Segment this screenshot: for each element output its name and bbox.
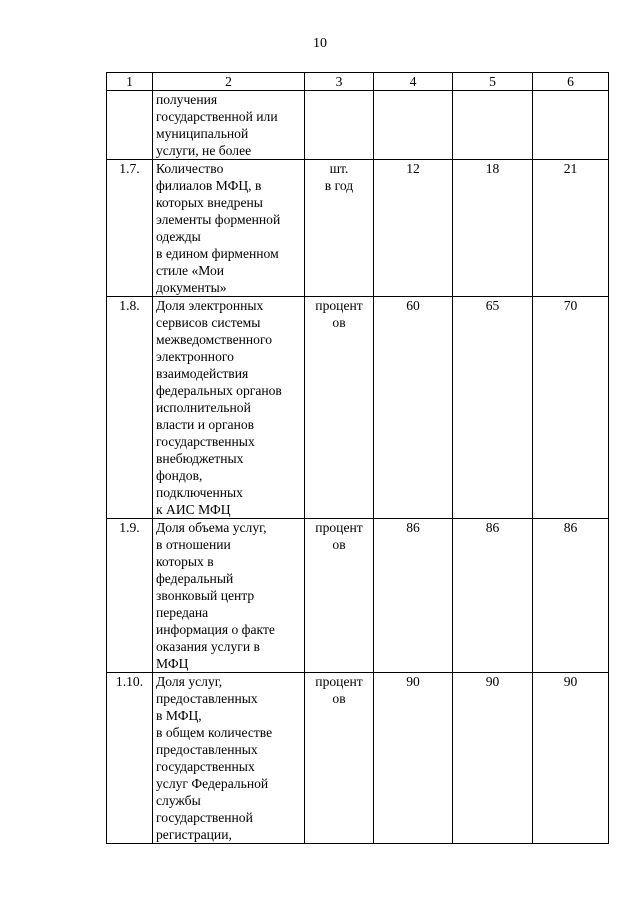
unit-line: ов xyxy=(332,691,346,706)
value-col-5: 18 xyxy=(453,160,533,297)
indicator-name-line: подключенных xyxy=(156,485,243,500)
indicator-name xyxy=(153,160,305,297)
indicator-name xyxy=(153,91,305,160)
indicator-name-line: Доля услуг, xyxy=(156,674,223,689)
row-number: 1.9. xyxy=(107,519,153,673)
indicator-name-line: государственной xyxy=(156,810,253,825)
unit-line: шт. xyxy=(329,161,349,176)
value-col-5: 90 xyxy=(453,673,533,844)
value-col-5: 65 xyxy=(453,297,533,519)
column-header-3: 3 xyxy=(305,73,374,91)
indicator-name-line: в едином фирменном xyxy=(156,246,279,261)
indicator-name-line: одежды xyxy=(156,229,201,244)
indicator-name xyxy=(153,519,305,673)
indicator-name-line: элементы форменной xyxy=(156,212,281,227)
unit-of-measure xyxy=(305,91,374,160)
table-row xyxy=(107,297,609,519)
indicator-name-line: услуг Федеральной xyxy=(156,776,269,791)
indicators-table xyxy=(106,72,609,844)
unit-of-measure xyxy=(305,519,374,673)
indicator-name-line: в отношении xyxy=(156,537,231,552)
value-col-4 xyxy=(374,91,453,160)
indicator-name-line: исполнительной xyxy=(156,400,251,415)
indicator-name-line: фондов, xyxy=(156,468,203,483)
indicator-name-line: муниципальной xyxy=(156,126,249,141)
column-header-1: 1 xyxy=(107,73,153,91)
indicator-name-line: внебюджетных xyxy=(156,451,244,466)
column-header-4: 4 xyxy=(374,73,453,91)
indicator-name-line: предоставленных xyxy=(156,742,258,757)
indicator-name-line: МФЦ xyxy=(156,656,189,671)
table-body xyxy=(107,91,609,844)
indicator-name-line: к АИС МФЦ xyxy=(156,502,231,517)
indicator-name-line: оказания услуги в xyxy=(156,639,260,654)
indicator-name-line: информация о факте xyxy=(156,622,275,637)
value-col-6: 86 xyxy=(533,519,609,673)
row-number xyxy=(107,91,153,160)
table-row xyxy=(107,91,609,160)
indicator-name-line: Доля объема услуг, xyxy=(156,520,267,535)
indicator-name-line: которых внедрены xyxy=(156,195,263,210)
value-col-6 xyxy=(533,91,609,160)
table-row xyxy=(107,673,609,844)
indicator-name-line: федеральных органов xyxy=(156,383,282,398)
indicator-name-line: сервисов системы xyxy=(156,315,261,330)
value-col-4: 12 xyxy=(374,160,453,297)
unit-line: процент xyxy=(315,674,363,689)
indicator-name-line: в МФЦ, xyxy=(156,708,202,723)
indicator-name-line: межведомственного xyxy=(156,332,273,347)
unit-line: ов xyxy=(332,537,346,552)
value-col-6: 21 xyxy=(533,160,609,297)
unit-of-measure xyxy=(305,297,374,519)
indicator-name-line: службы xyxy=(156,793,201,808)
indicator-name-line: государственной или xyxy=(156,109,278,124)
column-header-5: 5 xyxy=(453,73,533,91)
indicator-name-line: филиалов МФЦ, в xyxy=(156,178,262,193)
indicator-name-line: федеральный xyxy=(156,571,234,586)
header-row xyxy=(107,73,609,91)
value-col-6: 70 xyxy=(533,297,609,519)
indicator-name-line: государственных xyxy=(156,759,255,774)
value-col-4: 90 xyxy=(374,673,453,844)
column-header-6: 6 xyxy=(533,73,609,91)
table-row xyxy=(107,160,609,297)
indicator-name-line: услуги, не более xyxy=(156,143,252,158)
unit-line: в год xyxy=(324,178,354,193)
indicator-name-line: регистрации, xyxy=(156,827,232,842)
unit-of-measure xyxy=(305,673,374,844)
unit-line: процент xyxy=(315,298,363,313)
row-number: 1.8. xyxy=(107,297,153,519)
indicator-name-line: стиле «Мои xyxy=(156,263,225,278)
indicator-name-line: которых в xyxy=(156,554,214,569)
value-col-4: 60 xyxy=(374,297,453,519)
row-number: 1.10. xyxy=(107,673,153,844)
page-number: 10 xyxy=(313,36,327,51)
unit-of-measure xyxy=(305,160,374,297)
indicator-name-line: звонковый центр xyxy=(156,588,255,603)
value-col-4: 86 xyxy=(374,519,453,673)
value-col-6: 90 xyxy=(533,673,609,844)
unit-line: ов xyxy=(332,315,346,330)
unit-line: процент xyxy=(315,520,363,535)
indicator-name-line: Количество xyxy=(156,161,224,176)
row-number: 1.7. xyxy=(107,160,153,297)
indicator-name-line: взаимодействия xyxy=(156,366,249,381)
indicator-name-line: Доля электронных xyxy=(156,298,264,313)
indicator-name-line: получения xyxy=(156,92,218,107)
indicator-name-line: в общем количестве xyxy=(156,725,273,740)
indicator-name xyxy=(153,297,305,519)
indicator-name xyxy=(153,673,305,844)
indicator-name-line: предоставленных xyxy=(156,691,258,706)
column-header-2: 2 xyxy=(153,73,305,91)
indicator-name-line: документы» xyxy=(156,280,227,295)
value-col-5: 86 xyxy=(453,519,533,673)
table-row xyxy=(107,519,609,673)
indicator-name-line: передана xyxy=(156,605,209,620)
indicator-name-line: электронного xyxy=(156,349,234,364)
indicator-name-line: власти и органов xyxy=(156,417,255,432)
indicator-name-line: государственных xyxy=(156,434,255,449)
value-col-5 xyxy=(453,91,533,160)
